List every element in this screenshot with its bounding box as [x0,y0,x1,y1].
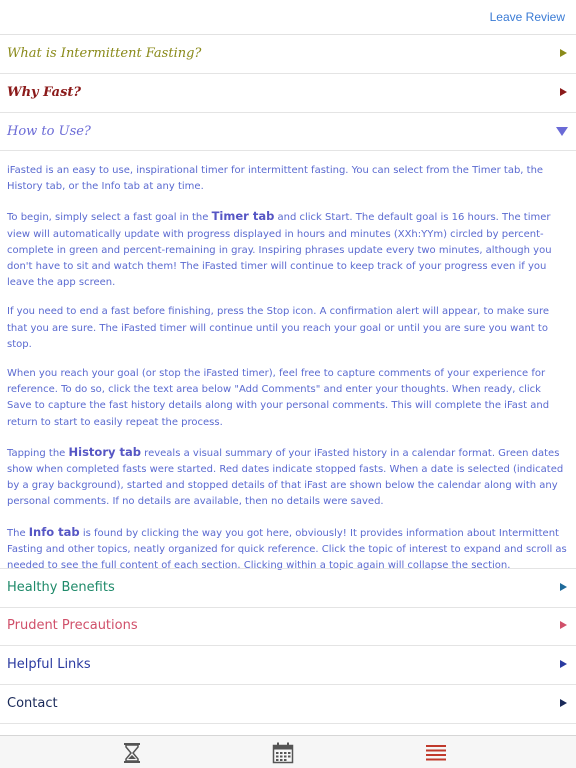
chevron-right-icon [560,621,567,629]
section-title: What is Intermittent Fasting? [7,46,202,61]
text: To begin, simply select a fast goal in the [7,212,212,224]
info-tab-label: Info tab [28,524,80,539]
text: The [7,527,29,539]
section-helpful-links[interactable] [0,646,576,685]
chevron-right-icon [560,49,567,57]
tab-bar [0,735,576,768]
timer-tab[interactable] [122,742,142,768]
section-title: Why Fast? [7,85,82,100]
paragraph-history [7,444,567,511]
history-tab-label: History tab [68,444,141,459]
paragraph-info [7,524,567,575]
section-contact[interactable] [0,685,576,724]
how-to-use-content [7,163,567,587]
section-title: How to Use? [7,124,91,139]
paragraph-intro: iFasted is an easy to use, inspirational timer for intermittent fasting. You can select from the Timer tab, the History tab, or the Info tab at any time. [7,165,544,193]
section-title: Contact [7,696,58,711]
chevron-right-icon [560,699,567,707]
top-bar [0,0,576,35]
section-what-is-if[interactable] [0,35,576,74]
info-tab[interactable] [426,745,446,766]
chevron-right-icon [560,660,567,668]
section-title: Helpful Links [7,657,91,672]
section-healthy-benefits[interactable] [0,568,576,608]
calendar-icon [272,742,294,764]
section-title: Healthy Benefits [7,580,115,595]
chevron-right-icon [560,583,567,591]
text: is found by clicking the way you got here, obviously! It provides information about Intermittent Fasting and other topics, neatly organized for quick reference. Click the topic of interest to expand and scroll as needed to see the full content of each section. Clicking within a topic again will collapse the section. [7,527,567,572]
section-title: Prudent Precautions [7,618,138,633]
hourglass-icon [122,742,142,764]
menu-lines-icon [426,745,446,761]
paragraph-comments: When you reach your goal (or stop the iFasted timer), feel free to capture comments of your experience for reference. To do so, click the text area below "Add Comments" and enter your thoughts. When ready, click Save to capture the fast history details along with your personal comments. This will complete the iFast and return to start to easily repeat the process. [7,368,550,428]
section-how-to-use[interactable] [0,113,576,151]
history-tab[interactable] [272,742,294,768]
section-prudent-precautions[interactable] [0,607,576,646]
chevron-down-icon [556,127,568,136]
section-why-fast[interactable] [0,74,576,113]
leave-review-button[interactable]: Leave Review [489,10,565,24]
paragraph-timer [7,208,567,291]
chevron-right-icon [560,88,567,96]
timer-tab-label: Timer tab [211,209,275,224]
paragraph-stop: If you need to end a fast before finishing, press the Stop icon. A confirmation alert will appear, to make sure that you are sure. The iFasted timer will continue until you reach your goal or until you are sure you want to stop. [7,306,549,350]
text: reveals a visual summary of your iFasted history in a calendar format. Green dates show when completed fasts were started. Red dates indicate stopped fasts. When a date is selected (indicated by a gray background), started and stopped details of that iFast are shown below the calendar along with any personal comments. If no details are available, then no details were saved. [7,447,564,508]
text: Tapping the [7,447,69,459]
text: and click Start. The default goal is 16 hours. The timer view will automatically update with progress displayed in hours and minutes (XXh:YYm) circled by percent-complete in green and percent-remaining in gray. Inspiring phrases update every two minutes, although you don't have to sit and watch them! The iFasted timer will continue to keep track of your progress even if you leave the app screen. [7,212,552,289]
